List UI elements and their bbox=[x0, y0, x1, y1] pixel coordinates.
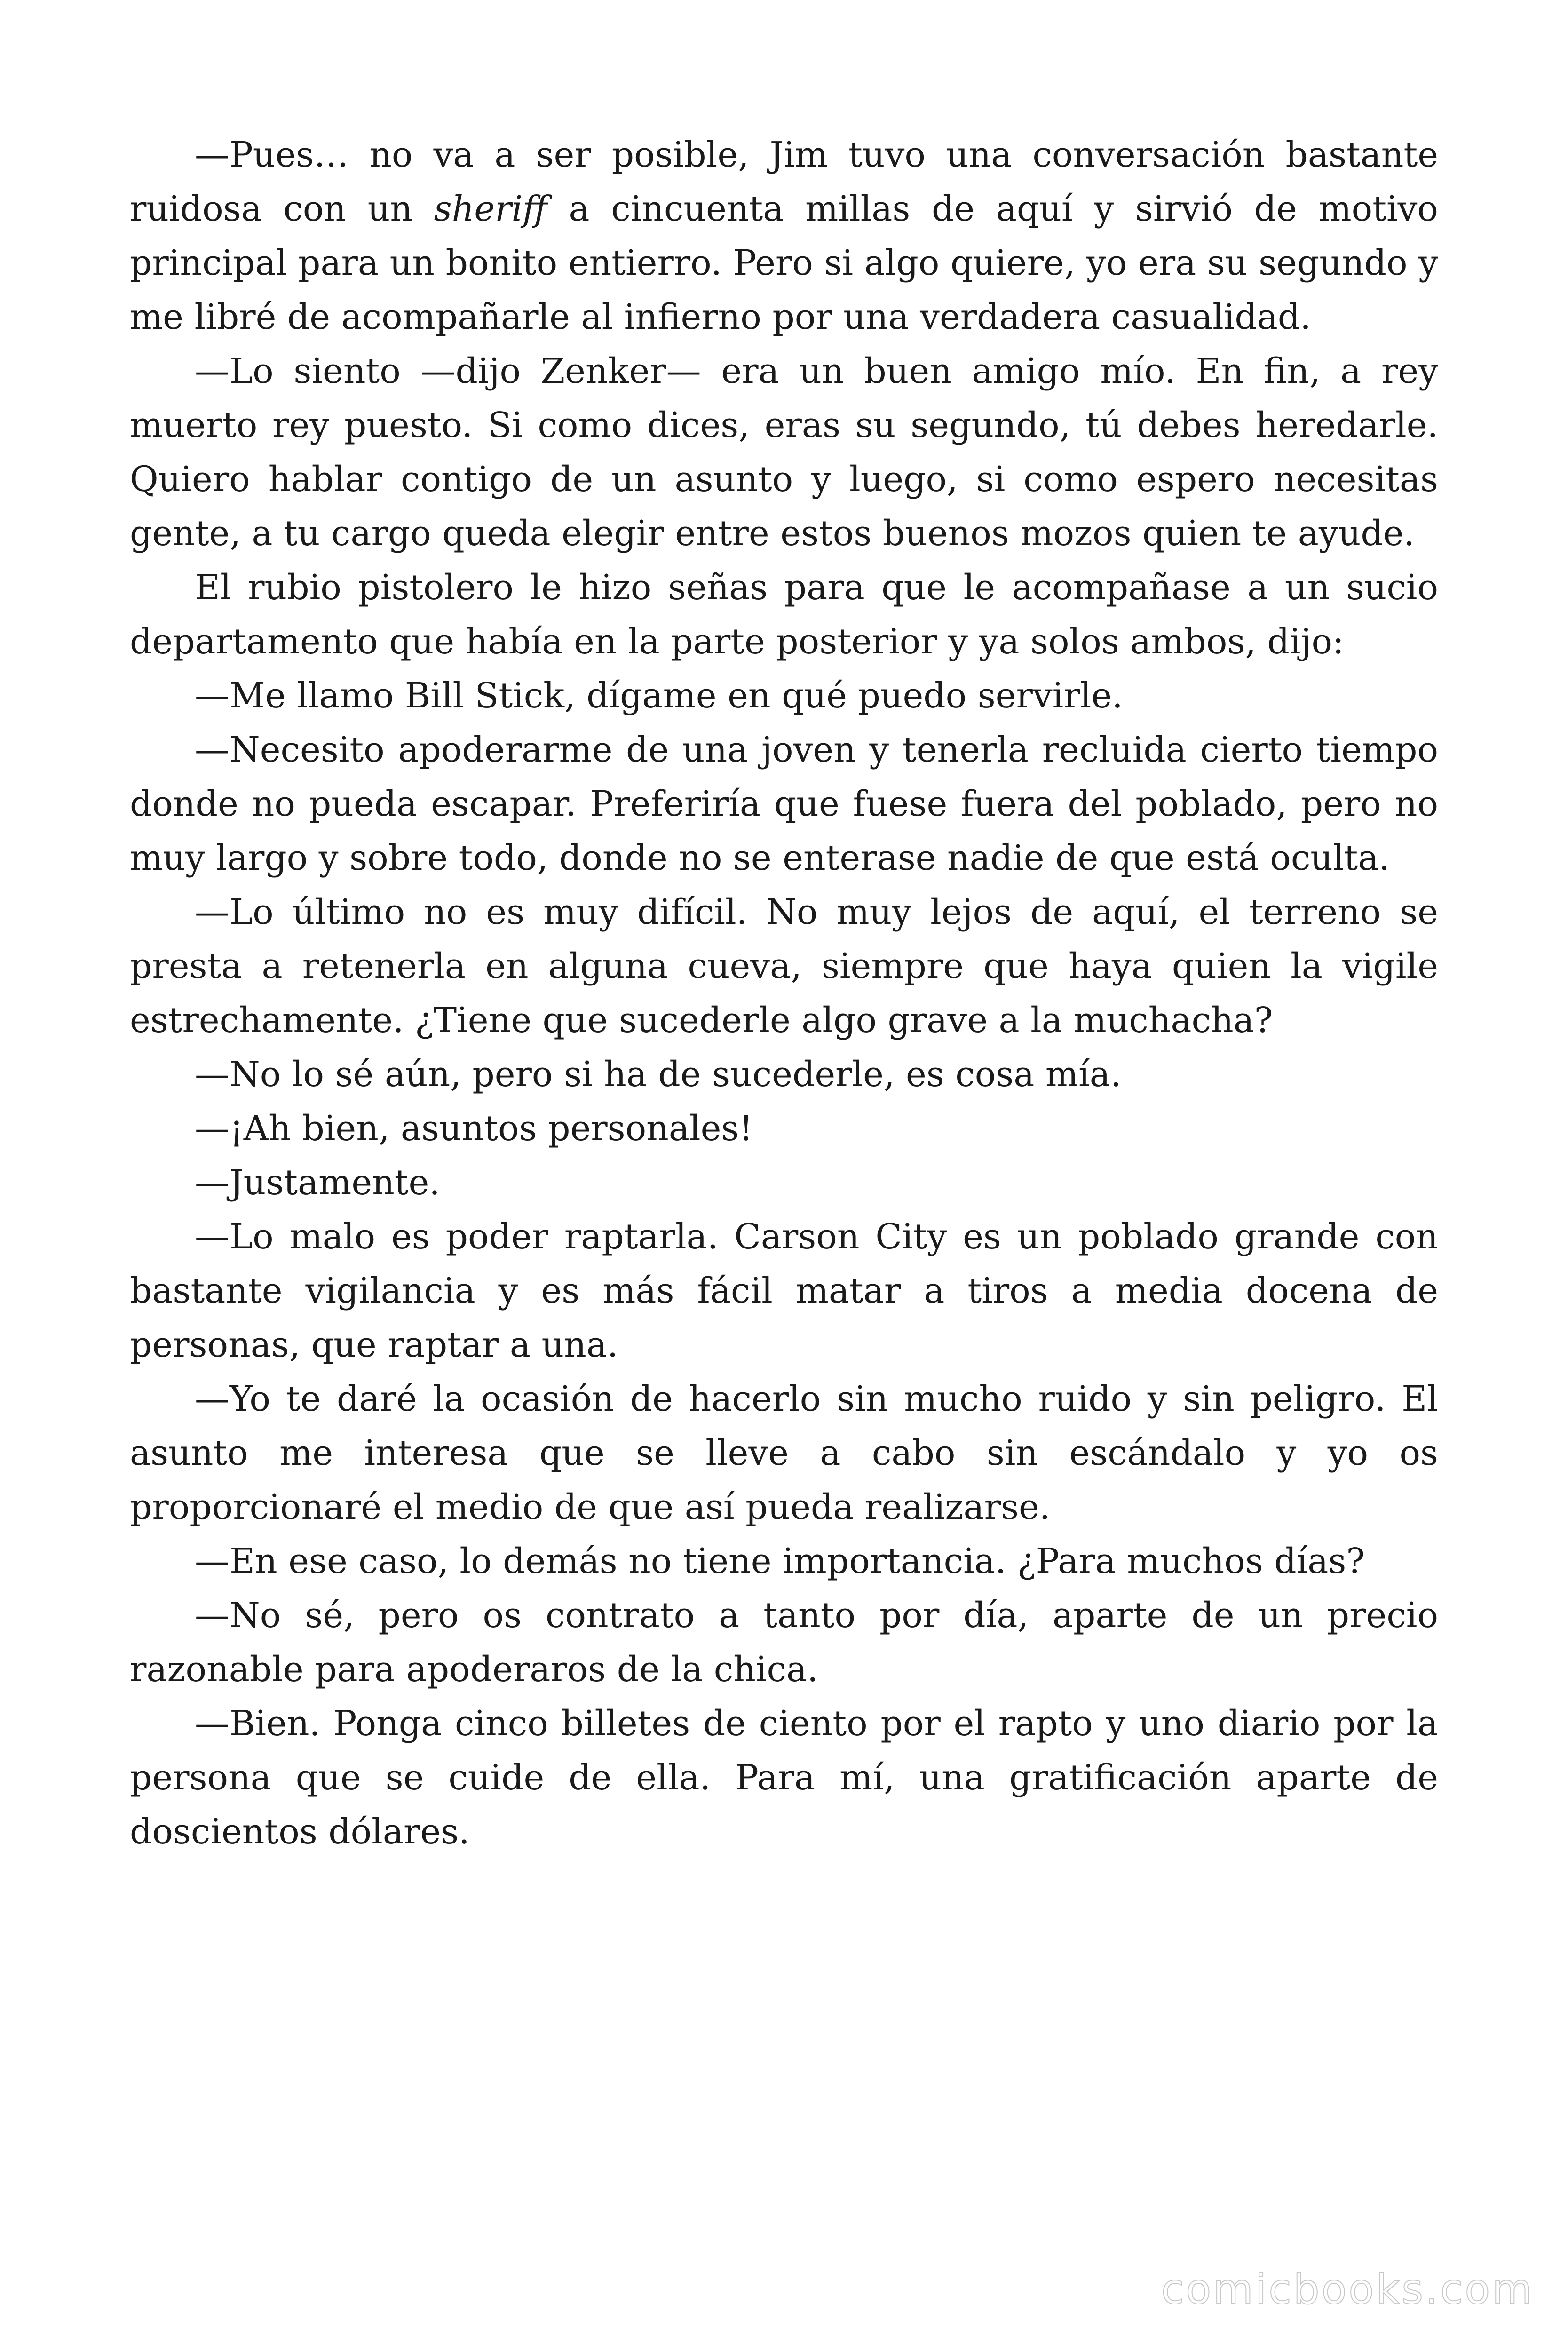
paragraph-9: —Justamente. bbox=[195, 1162, 440, 1203]
paragraph-5: —Necesito apoderarme de una joven y tenerla recluida cierto tiempo donde no pueda escapar. Preferiría que fuese fuera del poblado, pero no muy largo y sobre todo, donde no se enterase nadie de que está oculta. bbox=[130, 730, 1438, 878]
paragraph-1 bbox=[130, 128, 1438, 344]
paragraph-8: —¡Ah bien, asuntos personales! bbox=[195, 1108, 753, 1149]
paragraph-2: —Lo siento —dijo Zenker— era un buen amigo mío. En fin, a rey muerto rey puesto. Si como dices, eras su segundo, tú debes heredarle. Quiero hablar contigo de un asunto y luego, si como espero necesitas gente, a tu cargo queda elegir entre estos buenos mozos quien te ayude. bbox=[130, 351, 1438, 554]
paragraph-13: —No sé, pero os contrato a tanto por día, aparte de un precio razonable para apoderaros de la chica. bbox=[130, 1595, 1438, 1690]
paragraph-14: —Bien. Ponga cinco billetes de ciento por el rapto y uno diario por la persona que se cuide de ella. Para mí, una gratificación aparte de doscientos dólares. bbox=[130, 1703, 1438, 1852]
paragraph-1-part-b: a cincuenta millas de aquí y sirvió de motivo principal para un bonito entierro. Pero si algo quiere, yo era su segundo y me libré de acompañarle al infierno por una verdadera casualidad. bbox=[130, 189, 1438, 337]
paragraph-7: —No lo sé aún, pero si ha de sucederle, es cosa mía. bbox=[195, 1054, 1122, 1095]
paragraph-12: —En ese caso, lo demás no tiene importancia. ¿Para muchos días? bbox=[195, 1541, 1365, 1581]
italic-word-sheriff: sheriff bbox=[434, 189, 547, 229]
paragraph-10: —Lo malo es poder raptarla. Carson City es un poblado grande con bastante vigilancia y es más fácil matar a tiros a media docena de personas, que raptar a una. bbox=[130, 1216, 1438, 1365]
watermark: comicbooks.com bbox=[1161, 2265, 1534, 2313]
paragraph-6: —Lo último no es muy difícil. No muy lejos de aquí, el terreno se presta a retenerla en alguna cueva, siempre que haya quien la vigile estrechamente. ¿Tiene que sucederle algo grave a la muchacha? bbox=[130, 892, 1438, 1041]
paragraph-1-part-a: —Pues… no va a ser posible, Jim tuvo una conversación bastante ruidosa con un bbox=[130, 135, 1438, 229]
paragraph-11: —Yo te daré la ocasión de hacerlo sin mucho ruido y sin peligro. El asunto me interesa que se lleve a cabo sin escándalo y yo os proporcionaré el medio de que así pueda realizarse. bbox=[130, 1379, 1438, 1527]
paragraph-4: —Me llamo Bill Stick, dígame en qué puedo servirle. bbox=[195, 675, 1123, 716]
paragraph-3: El rubio pistolero le hizo señas para que le acompañase a un sucio departamento que había en la parte posterior y ya solos ambos, dijo: bbox=[130, 567, 1438, 662]
page-body-text bbox=[130, 128, 1438, 1859]
